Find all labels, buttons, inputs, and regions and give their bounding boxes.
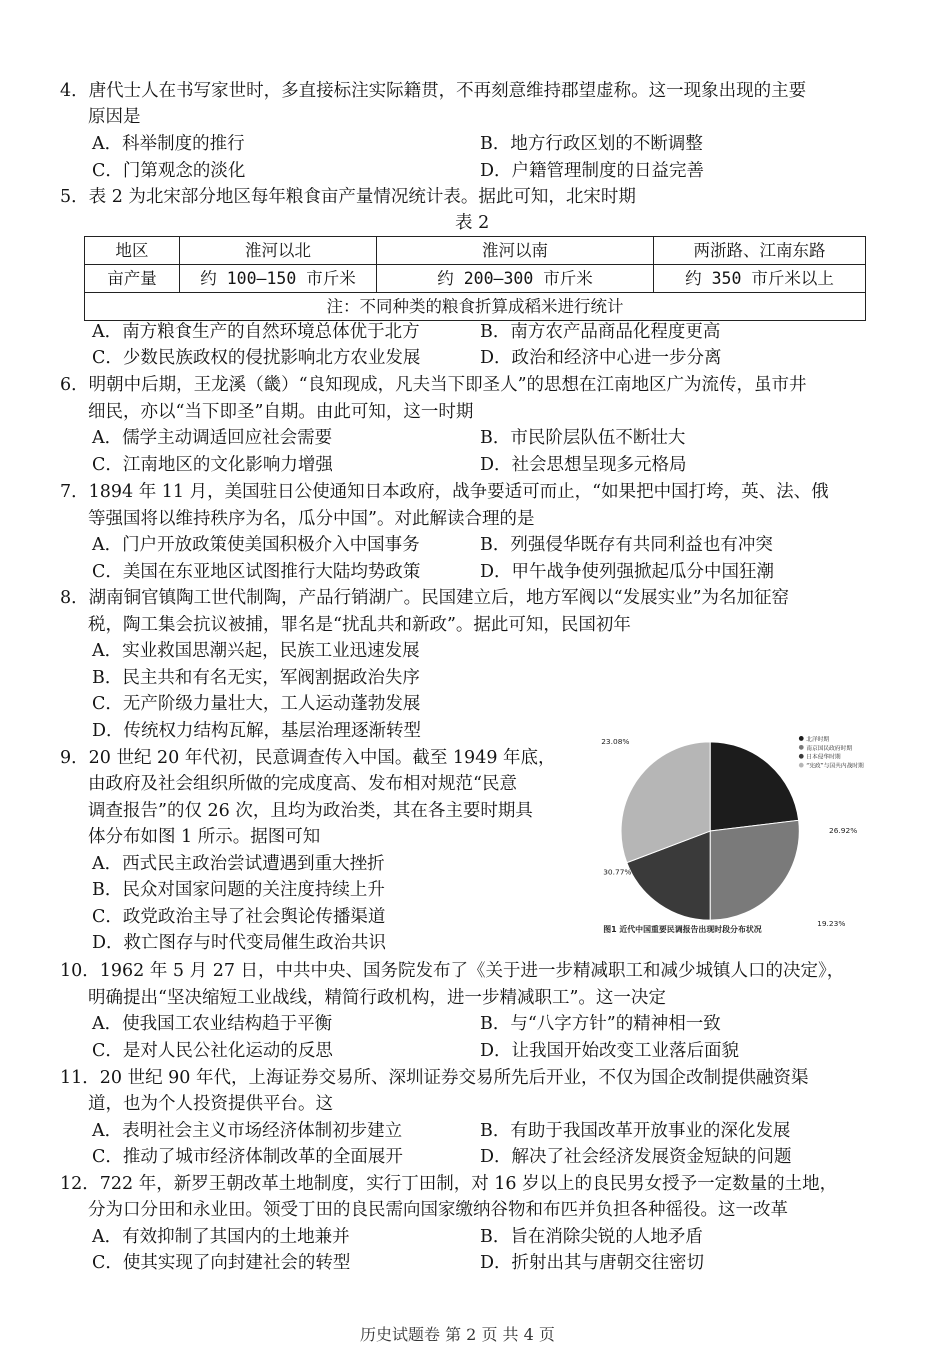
- q4-stem-line1: 4．唐代士人在书写家世时，多直接标注实际籍贯，不再刻意维持郡望虚称。这一现象出现的主要: [60, 81, 807, 101]
- q5-option-a[interactable]: A．南方粮食生产的自然环境总体优于北方: [92, 322, 420, 342]
- table-header-cell: 淮河以北: [180, 237, 377, 265]
- q7-option-d[interactable]: D．甲午战争使列强掀起瓜分中国狂潮: [480, 562, 775, 582]
- q6-option-c[interactable]: C．江南地区的文化影响力增强: [92, 455, 333, 475]
- q6-option-a[interactable]: A．儒学主动调适回应社会需要: [92, 428, 333, 448]
- q6-stem-line1: 6．明朝中后期，王龙溪（畿）“良知现成，凡夫当下即圣人”的思想在江南地区广为流传，虽市井: [60, 375, 807, 395]
- q10-option-d[interactable]: D．让我国开始改变工业落后面貌: [480, 1041, 740, 1061]
- q11-option-c[interactable]: C．推动了城市经济体制改革的全面展开: [92, 1147, 403, 1167]
- q10-option-c[interactable]: C．是对人民公社化运动的反思: [92, 1041, 333, 1061]
- q4-stem-line2: 原因是: [88, 107, 141, 127]
- q9-option-d[interactable]: D．救亡图存与时代变局催生政治共识: [92, 933, 387, 953]
- chart-title: 图1 近代中国重要民调报告出现时段分布状况: [603, 925, 762, 935]
- table-header-row: [85, 237, 866, 265]
- q7-option-a[interactable]: A．门户开放政策使美国积极介入中国事务: [92, 535, 420, 555]
- legend-marker: [799, 745, 804, 750]
- grain-yield-table: [84, 236, 866, 321]
- pie-value-label: 23.08%: [601, 736, 630, 746]
- q6-option-d[interactable]: D．社会思想呈现多元格局: [480, 455, 687, 475]
- q7-stem-line1: 7．1894 年 11 月，美国驻日公使通知日本政府，战争要适可而止，“如果把中国打垮，英、法、俄: [60, 482, 829, 502]
- legend-label: 北洋时期: [806, 736, 830, 743]
- q10-option-b[interactable]: B．与“八字方针”的精神相一致: [480, 1014, 721, 1034]
- q10-stem-line2: 明确提出“坚决缩短工业战线，精简行政机构，进一步精减职工”。这一决定: [88, 988, 666, 1008]
- q4-option-b[interactable]: B．地方行政区划的不断调整: [480, 134, 703, 154]
- q12-option-c[interactable]: C．使其实现了向封建社会的转型: [92, 1253, 351, 1273]
- poll-distribution-pie-chart: [598, 732, 864, 936]
- q5-option-d[interactable]: D．政治和经济中心进一步分离: [480, 348, 722, 368]
- table-cell: 约 200—300 市斤米: [377, 265, 654, 293]
- q8-stem-line1: 8．湖南铜官镇陶工世代制陶，产品行销湖广。民国建立后，地方军阀以“发展实业”为名加征窑: [60, 588, 790, 608]
- q8-option-c[interactable]: C．无产阶级力量壮大，工人运动蓬勃发展: [92, 694, 421, 714]
- page-footer: 历史试题卷 第 2 页 共 4 页: [360, 1325, 555, 1344]
- q8-option-a[interactable]: A．实业救国思潮兴起，民族工业迅速发展: [92, 641, 420, 661]
- q11-option-b[interactable]: B．有助于我国改革开放事业的深化发展: [480, 1121, 791, 1141]
- legend-label: 南京国民政府时期: [806, 745, 853, 752]
- table-note-row: [85, 293, 866, 321]
- table-note: 注：不同种类的粮食折算成稻米进行统计: [85, 293, 866, 321]
- q4-option-d[interactable]: D．户籍管理制度的日益完善: [480, 161, 705, 181]
- q12-stem-line1: 12．722 年，新罗王朝改革土地制度，实行丁田制，对 16 岁以上的良民男女授予一定数量的土地，: [60, 1174, 838, 1194]
- q12-stem-line2: 分为口分田和永业田。领受丁田的良民需向国家缴纳谷物和布匹并负担各种徭役。这一改革: [88, 1200, 788, 1220]
- q9-stem-line1: 9．20 世纪 20 年代初，民意调查传入中国。截至 1949 年底，: [60, 748, 556, 768]
- q10-option-a[interactable]: A．使我国工农业结构趋于平衡: [92, 1014, 333, 1034]
- table-cell: 约 350 市斤米以上: [654, 265, 866, 293]
- legend-label: “宪政”与国共内战时期: [806, 763, 864, 770]
- table-row-label: 亩产量: [85, 265, 180, 293]
- q5-option-b[interactable]: B．南方农产品商品化程度更高: [480, 322, 721, 342]
- legend-marker: [799, 754, 804, 759]
- q7-option-b[interactable]: B．列强侵华既存有共同利益也有冲突: [480, 535, 773, 555]
- q9-stem-line4: 体分布如图 1 所示。据图可知: [88, 827, 321, 847]
- table-cell: 约 100—150 市斤米: [180, 265, 377, 293]
- q5-stem-line1: 5．表 2 为北宋部分地区每年粮食亩产量情况统计表。据此可知，北宋时期: [60, 187, 636, 207]
- legend-marker: [799, 763, 804, 768]
- table-header-cell: 地区: [85, 237, 180, 265]
- q6-option-b[interactable]: B．市民阶层队伍不断壮大: [480, 428, 686, 448]
- q9-option-a[interactable]: A．西式民主政治尝试遭遇到重大挫折: [92, 854, 385, 874]
- pie-slice: [710, 820, 799, 920]
- q4-option-a[interactable]: A．科举制度的推行: [92, 134, 245, 154]
- q9-option-b[interactable]: B．民众对国家问题的关注度持续上升: [92, 880, 385, 900]
- q10-stem-line1: 10．1962 年 5 月 27 日，中共中央、国务院发布了《关于进一步精减职工和减少城镇人口的决定》，: [60, 961, 845, 981]
- table-header-cell: 淮河以南: [377, 237, 654, 265]
- q4-option-c[interactable]: C．门第观念的淡化: [92, 161, 246, 181]
- pie-value-label: 30.77%: [603, 867, 632, 877]
- q8-stem-line2: 税，陶工集会抗议被捕，罪名是“扰乱共和新政”。据此可知，民国初年: [88, 615, 631, 635]
- legend-marker: [799, 736, 804, 741]
- q12-option-a[interactable]: A．有效抑制了其国内的土地兼并: [92, 1227, 350, 1247]
- q8-option-d[interactable]: D．传统权力结构瓦解，基层治理逐渐转型: [92, 721, 422, 741]
- q12-option-b[interactable]: B．旨在消除尖锐的人地矛盾: [480, 1227, 703, 1247]
- table2-caption: 表 2: [455, 213, 490, 233]
- q11-stem-line2: 道，也为个人投资提供平台。这: [88, 1094, 333, 1114]
- q8-option-b[interactable]: B．民主共和有名无实，军阀割据政治失序: [92, 668, 420, 688]
- q9-option-c[interactable]: C．政党政治主导了社会舆论传播渠道: [92, 907, 386, 927]
- table-header-cell: 两浙路、江南东路: [654, 237, 866, 265]
- q5-option-c[interactable]: C．少数民族政权的侵扰影响北方农业发展: [92, 348, 421, 368]
- q11-stem-line1: 11．20 世纪 90 年代，上海证券交易所、深圳证券交易所先后开业，不仅为国企改制提供融资渠: [60, 1068, 809, 1088]
- q9-stem-line3: 调查报告”的仅 26 次，且均为政治类，其在各主要时期具: [88, 801, 533, 821]
- q6-stem-line2: 细民，亦以“当下即圣”自期。由此可知，这一时期: [88, 402, 474, 422]
- pie-slice: [710, 742, 798, 831]
- q11-option-a[interactable]: A．表明社会主义市场经济体制初步建立: [92, 1121, 403, 1141]
- q11-option-d[interactable]: D．解决了社会经济发展资金短缺的问题: [480, 1147, 792, 1167]
- q12-option-d[interactable]: D．折射出其与唐朝交往密切: [480, 1253, 705, 1273]
- pie-value-label: 26.92%: [829, 826, 858, 836]
- table-row: [85, 265, 866, 293]
- legend-label: 日本侵华时期: [806, 754, 841, 761]
- q7-stem-line2: 等强国将以维持秩序为名，瓜分中国”。对此解读合理的是: [88, 509, 535, 529]
- q9-stem-line2: 由政府及社会组织所做的完成度高、发布相对规范“民意: [88, 774, 517, 794]
- pie-value-label: 19.23%: [817, 919, 846, 929]
- q7-option-c[interactable]: C．美国在东亚地区试图推行大陆均势政策: [92, 562, 421, 582]
